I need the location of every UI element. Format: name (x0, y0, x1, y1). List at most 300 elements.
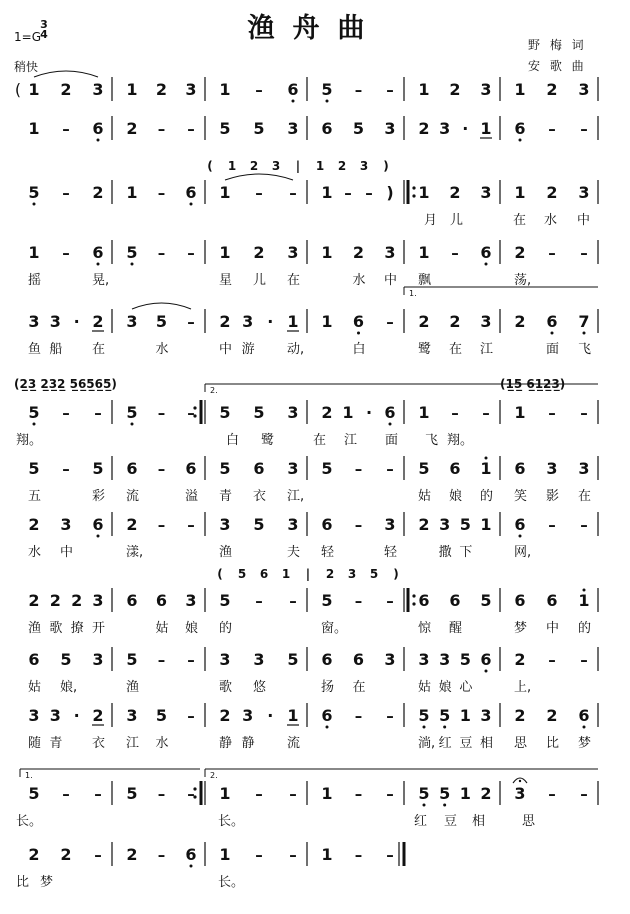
augmentation-dot: · (73, 312, 80, 331)
lyric-syllable: 惊 (418, 621, 432, 636)
duration-dash: – (289, 592, 297, 610)
lyric-syllable: 儿 (450, 213, 464, 228)
note: 3 (126, 706, 138, 725)
lyric-syllable: 鹭 (261, 433, 275, 448)
lyric-syllable: 水 (352, 273, 366, 288)
note: 2 (480, 784, 492, 803)
note: 5 (439, 706, 451, 725)
repeat-dot (412, 602, 415, 605)
lower-octave-dot (97, 263, 100, 266)
lyric-syllable: 撩 (70, 621, 84, 636)
lower-octave-dot (326, 726, 329, 729)
note: 6 (546, 312, 558, 331)
lyric-syllable: 荡, (514, 273, 532, 288)
note: 1 (219, 243, 231, 262)
duration-dash: – (548, 651, 556, 669)
lyric-syllable: 彩 (92, 489, 106, 504)
note: 2 (92, 312, 104, 331)
note: 1 (321, 784, 333, 803)
note: 3 (60, 515, 72, 534)
duration-dash: – (157, 785, 166, 803)
note: 6 (514, 459, 526, 478)
lyric-syllable: 相 (472, 814, 486, 829)
lyric-syllable: 姑 (418, 680, 432, 695)
note: 6 (92, 243, 104, 262)
lyric-syllable: 比 (16, 875, 30, 890)
repeat-dot (412, 194, 415, 197)
note: 3 (578, 183, 590, 202)
note: 5 (126, 243, 138, 262)
duration-dash: – (62, 120, 70, 138)
lyric-syllable: 中 (384, 273, 398, 288)
note: 1 (514, 80, 526, 99)
lyric-syllable: 白 (226, 433, 240, 448)
duration-dash: – (187, 785, 195, 803)
note: 3 (126, 312, 138, 331)
duration-dash: – (580, 120, 588, 138)
note: 2 (126, 845, 138, 864)
note: 6 (155, 591, 168, 610)
upper-octave-dot (583, 589, 586, 592)
lyric-syllable: 相 (480, 736, 494, 751)
lyric-syllable: 翔。 (16, 433, 43, 448)
note: 2 (514, 243, 526, 262)
duration-dash: – (354, 846, 363, 864)
cue-note: 1 (281, 567, 291, 581)
lyric-syllable: 水 (28, 545, 42, 560)
note: 3 (185, 591, 197, 610)
duration-dash: – (157, 846, 166, 864)
lyric-syllable: 渔 (28, 621, 42, 636)
note: 3 (480, 312, 492, 331)
note: 1 (28, 243, 40, 262)
note: 3 (92, 80, 104, 99)
note: 3 (49, 312, 61, 331)
duration-dash: – (365, 184, 373, 202)
lyric-syllable: 飞 (425, 433, 439, 448)
note: 6 (480, 650, 492, 669)
note: 3 (242, 706, 254, 725)
note: 1 (578, 591, 590, 610)
cue-note: 6 (259, 567, 269, 581)
note: 6 (185, 459, 197, 478)
cue-note: 2 (325, 567, 335, 581)
note: 5 (155, 706, 168, 725)
lower-octave-dot (485, 263, 488, 266)
note: 3 (439, 515, 451, 534)
lyric-syllable: 江 (480, 342, 494, 357)
note: 1 (126, 183, 138, 202)
note: 6 (287, 80, 299, 99)
duration-dash: – (94, 846, 102, 864)
note: 3 (92, 591, 104, 610)
lyric-syllable: 下 (459, 545, 473, 560)
duration-dash: – (354, 592, 363, 610)
note: 2 (126, 119, 138, 138)
note: 5 (480, 591, 492, 610)
note: 1 (514, 183, 526, 202)
duration-dash: – (255, 846, 263, 864)
lyric-syllable: 姑 (155, 621, 169, 636)
note: 3 (242, 312, 254, 331)
lyric-syllable: 在 (578, 489, 592, 504)
lyric-syllable: 思 (514, 736, 528, 751)
duration-dash: – (157, 404, 166, 422)
note: 1 (459, 706, 471, 725)
note: 3 (253, 650, 265, 669)
lyric-syllable: 飘 (418, 273, 432, 288)
lyric-syllable: 梦 (514, 621, 528, 636)
lower-octave-dot (131, 263, 134, 266)
note: 3 (514, 784, 526, 803)
time-signature-top: 3 (40, 18, 48, 31)
duration-dash: – (386, 592, 394, 610)
note: 3 (49, 706, 61, 725)
lyric-syllable: 影 (546, 489, 560, 504)
lyric-syllable: 静 (219, 736, 233, 751)
duration-dash: – (187, 516, 195, 534)
note: 5 (439, 784, 451, 803)
note: 6 (418, 591, 430, 610)
note: 2 (60, 845, 72, 864)
volta-label: 1. (25, 771, 33, 780)
note: 1 (321, 312, 333, 331)
lyricist-credit: 野 梅 词 (528, 38, 587, 52)
note: 3 (384, 650, 396, 669)
lower-octave-dot (97, 139, 100, 142)
duration-dash: – (548, 120, 556, 138)
lower-octave-dot (389, 423, 392, 426)
volta-label: 2. (210, 386, 218, 395)
duration-dash: – (354, 460, 363, 478)
duration-dash: – (187, 313, 195, 331)
lyric-syllable: 在 (92, 342, 106, 357)
lyric-syllable: 悠 (253, 680, 267, 695)
note: 2 (546, 80, 558, 99)
note: 2 (253, 243, 265, 262)
note: 5 (287, 650, 299, 669)
duration-dash: – (157, 120, 166, 138)
note: 2 (546, 183, 558, 202)
repeat-dot (412, 594, 415, 597)
note: 3 (578, 80, 590, 99)
note: 1 (514, 403, 526, 422)
note: 2 (514, 650, 526, 669)
lyric-syllable: 江 (126, 736, 140, 751)
note: 2 (28, 845, 40, 864)
augmentation-dot: · (462, 119, 469, 138)
lyric-syllable: 娘, (60, 680, 78, 695)
lyric-syllable: 扬 (321, 680, 335, 695)
note: 3 (287, 459, 299, 478)
lower-octave-dot (583, 332, 586, 335)
lyric-syllable: 娘 (449, 489, 463, 504)
lower-octave-dot (443, 726, 446, 729)
lyric-syllable: 窗。 (321, 621, 348, 636)
duration-dash: – (580, 651, 588, 669)
time-signature-bottom: 4 (40, 28, 48, 41)
note: 3 (546, 459, 558, 478)
lyric-syllable: 鹭 (418, 342, 432, 357)
volta-label: 1. (409, 289, 417, 298)
duration-dash: – (62, 404, 70, 422)
lyric-syllable: 水 (544, 213, 558, 228)
note: 6 (384, 403, 396, 422)
lyric-syllable: 溢 (185, 489, 199, 504)
note: 6 (92, 119, 104, 138)
lower-octave-dot (357, 332, 360, 335)
note: 5 (126, 784, 138, 803)
note: 1 (287, 706, 299, 725)
duration-dash: – (289, 184, 297, 202)
lower-octave-dot (326, 100, 329, 103)
lyric-syllable: 红 (414, 814, 428, 829)
lyric-syllable: 娘 (438, 680, 452, 695)
lyric-syllable: 撒 (438, 545, 452, 560)
lyric-syllable: 漾, (126, 545, 144, 560)
note: 5 (253, 119, 265, 138)
lyric-syllable: 的 (578, 621, 592, 636)
duration-dash: – (255, 785, 263, 803)
note: 6 (449, 591, 461, 610)
note: 6 (352, 312, 365, 331)
lyric-syllable: 网, (514, 545, 532, 560)
lyric-syllable: 鱼 (28, 342, 42, 357)
note: 2 (546, 706, 558, 725)
note: 5 (28, 183, 40, 202)
duration-dash: – (255, 184, 263, 202)
cue-note: 5 (237, 567, 247, 581)
duration-dash: – (157, 244, 166, 262)
lyric-syllable: 在 (449, 342, 463, 357)
cue-note: 3 (347, 567, 357, 581)
duration-dash: – (62, 785, 70, 803)
slur (34, 71, 98, 77)
note: 2 (219, 312, 231, 331)
note: 5 (60, 650, 72, 669)
note: 1 (321, 183, 333, 202)
duration-dash: – (255, 81, 263, 99)
note: 6 (449, 459, 461, 478)
lyric-syllable: 的 (219, 621, 233, 636)
note: 5 (352, 119, 365, 138)
lyric-syllable: 江 (344, 433, 358, 448)
note: 6 (514, 591, 526, 610)
note: 1 (219, 845, 231, 864)
lower-octave-dot (443, 804, 446, 807)
cue-note: ) (393, 567, 399, 581)
cue-phrase-right: (1̲5̲ 6̲1̲2̲3̲) (500, 377, 566, 391)
augmentation-dot: · (267, 706, 274, 725)
lyric-syllable: 中 (577, 213, 591, 228)
duration-dash: – (386, 460, 394, 478)
note: 1 (342, 403, 354, 422)
note: 5 (418, 706, 430, 725)
note: 3 (28, 706, 40, 725)
duration-dash: – (580, 404, 588, 422)
lyric-syllable: 豆 (444, 814, 458, 829)
note: 6 (321, 119, 333, 138)
lyric-syllable: 水 (155, 342, 169, 357)
duration-dash: – (386, 846, 394, 864)
augmentation-dot: · (267, 312, 274, 331)
duration-dash: – (157, 460, 166, 478)
note: 1 (418, 183, 430, 202)
lower-octave-dot (551, 332, 554, 335)
cue-note: 3 (271, 159, 281, 173)
duration-dash: – (255, 592, 263, 610)
note: 5 (459, 515, 471, 534)
duration-dash: – (187, 651, 195, 669)
cue-note: 5 (369, 567, 379, 581)
note: 1 (418, 243, 430, 262)
note: 5 (126, 403, 138, 422)
lyric-syllable: 轻 (384, 545, 398, 560)
note: 2 (71, 591, 83, 610)
cue-note: 1 (315, 159, 325, 173)
lower-octave-dot (33, 203, 36, 206)
intro-open-paren: ( (14, 80, 22, 99)
slur (225, 174, 293, 180)
note: 3 (578, 459, 590, 478)
duration-dash: – (187, 120, 195, 138)
duration-dash: – (548, 516, 556, 534)
note: 2 (28, 591, 40, 610)
lyric-syllable: 比 (546, 736, 560, 751)
lyric-syllable: 在 (352, 680, 366, 695)
lyric-syllable: 在 (313, 433, 327, 448)
duration-dash: – (187, 707, 195, 725)
cue-note: ) (383, 159, 389, 173)
lyric-syllable: 面 (546, 342, 560, 357)
lyric-syllable: 淌, (418, 736, 436, 751)
note: 3 (92, 650, 104, 669)
lower-octave-dot (519, 535, 522, 538)
note: 3 (480, 80, 492, 99)
cue-phrase-left: (2̲3̲ 2̲3̲2̲ 5̲6̲5̲6̲5̲) (14, 377, 117, 391)
lyric-syllable: 五 (28, 489, 42, 504)
duration-dash: – (289, 785, 297, 803)
lyric-syllable: 在 (513, 213, 527, 228)
lyric-syllable: 笑 (514, 489, 528, 504)
lyric-syllable: 飞 (578, 342, 592, 357)
lyric-syllable: 动, (287, 342, 305, 357)
note: 3 (439, 119, 451, 138)
duration-dash: – (451, 404, 459, 422)
duration-dash: – (548, 244, 556, 262)
note: 2 (219, 706, 231, 725)
tempo-marking: 稍快 (14, 60, 39, 74)
cue-note: 2 (337, 159, 347, 173)
lyric-syllable: 长。 (218, 814, 245, 829)
note: 2 (418, 515, 430, 534)
duration-dash: – (187, 404, 195, 422)
note: 2 (514, 706, 526, 725)
note: 3 (219, 650, 231, 669)
lyric-syllable: 歌 (219, 680, 233, 695)
duration-dash: – (344, 184, 352, 202)
lyric-syllable: 游 (241, 342, 255, 357)
lyric-syllable: 醒 (449, 621, 463, 636)
lower-octave-dot (423, 804, 426, 807)
lyric-syllable: 静 (241, 736, 255, 751)
lower-octave-dot (190, 865, 193, 868)
lyric-syllable: 白 (352, 342, 366, 357)
note: 6 (185, 845, 197, 864)
note: 6 (514, 119, 526, 138)
cue-note: 1 (227, 159, 237, 173)
duration-dash: – (386, 81, 394, 99)
lyric-syllable: 水 (155, 736, 169, 751)
song-title: 渔舟曲 (247, 13, 383, 44)
note: 5 (28, 784, 40, 803)
note: 2 (352, 243, 365, 262)
duration-dash: – (289, 846, 297, 864)
note: 1 (480, 119, 492, 138)
note: 3 (185, 80, 197, 99)
lyric-syllable: 夫 (287, 545, 301, 560)
note: 6 (126, 459, 138, 478)
note: 3 (28, 312, 40, 331)
lyric-syllable: 豆 (459, 736, 473, 751)
note: 5 (126, 650, 138, 669)
duration-dash: – (354, 516, 363, 534)
note: 5 (28, 459, 40, 478)
lower-octave-dot (292, 100, 295, 103)
note: 3 (384, 243, 396, 262)
duration-dash: – (157, 184, 166, 202)
duration-dash: – (94, 404, 102, 422)
note: 6 (126, 591, 138, 610)
cue-note: ( (207, 159, 213, 173)
upper-octave-dot (485, 457, 488, 460)
note: 2 (49, 591, 61, 610)
duration-dash: – (482, 404, 490, 422)
lyric-syllable: 儿 (253, 273, 267, 288)
fermata-dot (519, 780, 521, 782)
note: 2 (514, 312, 526, 331)
lyric-syllable: 随 (28, 736, 42, 751)
duration-dash: – (187, 244, 195, 262)
lyric-syllable: 梦 (40, 875, 54, 890)
note: 6 (480, 243, 492, 262)
note: 3 (384, 119, 396, 138)
duration-dash: – (386, 785, 394, 803)
lyric-syllable: 姑 (418, 489, 432, 504)
note: 3 (287, 119, 299, 138)
note: 1 (480, 459, 492, 478)
lyric-syllable: 轻 (321, 545, 335, 560)
duration-dash: – (157, 651, 166, 669)
note: 1 (287, 312, 299, 331)
note: 2 (418, 312, 430, 331)
lyric-syllable: 在 (287, 273, 301, 288)
note: 1 (219, 784, 231, 803)
note: 6 (514, 515, 526, 534)
note: 5 (321, 591, 333, 610)
lyric-syllable: 摇 (28, 273, 42, 288)
duration-dash: – (386, 313, 394, 331)
note: 3 (287, 243, 299, 262)
duration-dash: – (580, 785, 588, 803)
note: 2 (418, 119, 430, 138)
note: ) (386, 183, 394, 202)
note: 5 (28, 403, 40, 422)
cue-note: | (305, 567, 311, 581)
composer-credit: 安 歌 曲 (528, 59, 587, 73)
duration-dash: – (62, 460, 70, 478)
note: 2 (321, 403, 333, 422)
